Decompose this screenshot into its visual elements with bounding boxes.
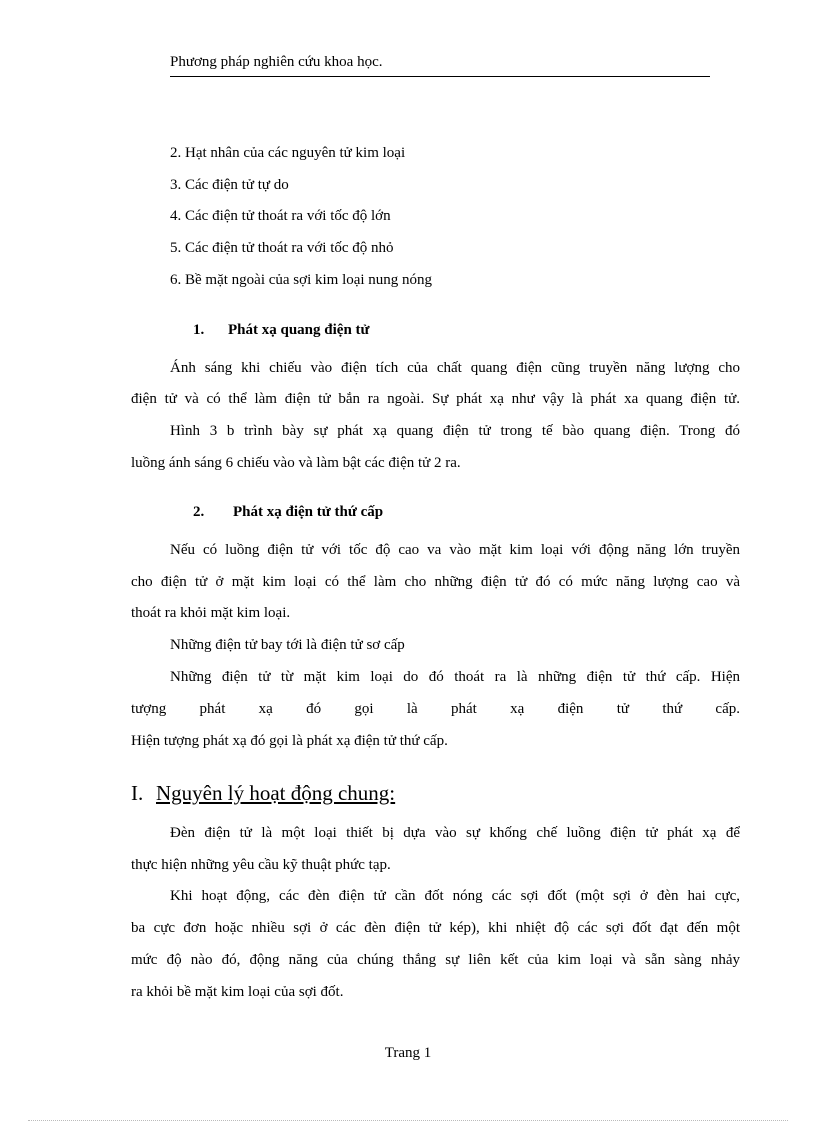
page-bottom-border — [28, 1120, 788, 1121]
paragraph-line: Ánh sáng khi chiếu vào điện tích của chất quang điện cũng truyền năng lượng cho — [170, 360, 740, 376]
paragraph-line: Những điện tử bay tới là điện tử sơ cấp — [170, 637, 405, 653]
paragraph-line: luồng ánh sáng 6 chiếu vào và làm bật các điện tử 2 ra. — [131, 455, 461, 471]
list-item: 4. Các điện tử thoát ra với tốc độ lớn — [170, 208, 391, 224]
section1-heading: Phát xạ quang điện tử — [228, 322, 370, 338]
section1-number: 1. — [193, 322, 205, 338]
header-rule — [170, 76, 710, 77]
section-main-heading: Nguyên lý hoạt động chung: — [156, 781, 396, 805]
page-header-title: Phương pháp nghiên cứu khoa học. — [170, 54, 383, 70]
paragraph-line: ba cực đơn hoặc nhiều sợi ở các đèn điện tử kép), khi nhiệt độ các sợi đốt đạt đến một — [131, 920, 740, 936]
paragraph-line: mức độ nào đó, động năng của chúng thắng sự liên kết của kim loại và sẵn sàng nhảy — [131, 952, 740, 968]
list-item: 6. Bề mặt ngoài của sợi kim loại nung nóng — [170, 272, 433, 288]
list-item: 2. Hạt nhân của các nguyên tử kim loại — [170, 145, 406, 161]
paragraph-line: Những điện tử từ mặt kim loại do đó thoát ra là những điện tử thứ cấp. Hiện — [170, 669, 740, 685]
paragraph-line: thoát ra khỏi mặt kim loại. — [131, 605, 291, 621]
page-number: Trang 1 — [384, 1045, 432, 1061]
paragraph-line: điện tử và có thể làm điện tử bắn ra ngoài. Sự phát xạ như vậy là phát xa quang điện tử. — [131, 391, 740, 407]
list-item: 3. Các điện tử tự do — [170, 177, 289, 193]
paragraph-line: Khi hoạt động, các đèn điện tử cần đốt nóng các sợi đốt (một sợi ở đèn hai cực, — [170, 888, 740, 904]
paragraph-line: tượng phát xạ đó gọi là phát xạ điện tử thứ cấp. — [131, 701, 740, 717]
paragraph-line: Nếu có luồng điện tử với tốc độ cao va vào mặt kim loại với động năng lớn truyền — [170, 542, 740, 558]
list-item: 5. Các điện tử thoát ra với tốc độ nhỏ — [170, 240, 394, 256]
paragraph-line: cho điện tử ở mặt kim loại có thể làm cho những điện tử đó có mức năng lượng cao và — [131, 574, 740, 590]
paragraph-line: thực hiện những yêu cầu kỹ thuật phức tạp. — [131, 857, 391, 873]
paragraph-line: Hiện tượng phát xạ đó gọi là phát xạ điện tử thứ cấp. — [131, 733, 448, 749]
paragraph-line: ra khỏi bề mặt kim loại của sợi đốt. — [131, 984, 344, 1000]
paragraph-line: Hình 3 b trình bày sự phát xạ quang điện tử trong tế bào quang điện. Trong đó — [170, 423, 740, 439]
section2-heading: Phát xạ điện tử thứ cấp — [233, 504, 384, 520]
paragraph-line: Đèn điện tử là một loại thiết bị dựa vào sự khống chế luồng điện tử phát xạ để — [170, 825, 740, 841]
section-main-number: I. — [131, 781, 144, 805]
section2-number: 2. — [193, 504, 205, 520]
